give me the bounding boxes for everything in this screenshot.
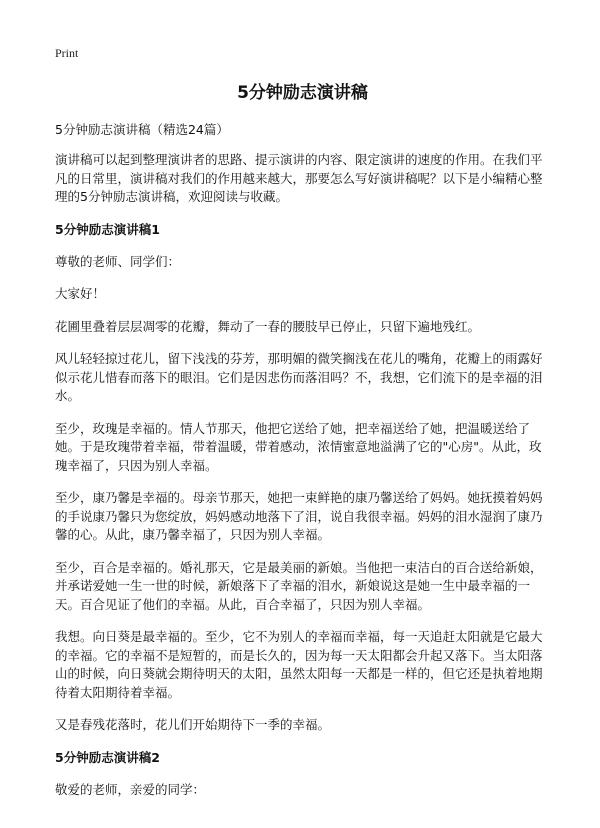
paragraph: 至少，康乃馨是幸福的。母亲节那天，她把一束鲜艳的康乃馨送给了妈妈。她抚摸着妈妈的手说康乃馨只为您绽放，妈妈感动地落下了泪，说自我很幸福。妈妈的泪水湿润了康乃馨的心。从此，康乃馨幸福了，只因为别人幸福。 — [55, 490, 543, 542]
section-heading: 5分钟励志演讲稿1 — [55, 221, 160, 237]
paragraph: 至少，玫瑰是幸福的。情人节那天，他把它送给了她，把幸福送给了她，把温暖送给了她。于是玫瑰带着幸福，带着温暖，带着感动，浓情蜜意地溢满了它的"心房"。从此，玫瑰幸福了，只因为别人幸福。 — [55, 420, 542, 473]
paragraph: 风儿轻轻掠过花儿，留下浅浅的芬芳，那明媚的微笑搁浅在花儿的嘴角，花瓣上的雨露好似示花儿惜春而落下的眼泪。它们是因悲伤而落泪吗？不，我想，它们流下的是幸福的泪水。 — [55, 351, 543, 403]
paragraph: 至少，百合是幸福的。婚礼那天，它是最美丽的新娘。当他把一束洁白的百合送给新娘，并承诺爱她一生一世的时候，新娘落下了幸福的泪水，新娘说这是她一生中最幸福的一天。百合见证了他们的幸福。从此，百合幸福了，只因为别人幸福。 — [55, 559, 543, 612]
document-subtitle: 5分钟励志演讲稿（精选24篇） — [55, 122, 229, 137]
paragraph: 大家好！ — [55, 286, 106, 301]
paragraph: 我想。向日葵是最幸福的。至少，它不为别人的幸福而幸福，每一天追赶太阳就是它最大的幸福。它的幸福不是短暂的，而是长久的，因为每一天太阳都会升起又落下。当太阳落山的时候，向日葵就会期待明天的太阳，虽然太阳每一天都是一样的，但它还是执着地期待着太阳期待着幸福。 — [55, 629, 543, 700]
paragraph: 尊敬的老师、同学们： — [55, 253, 181, 269]
paragraph: 敬爱的老师，亲爱的同学： — [55, 781, 206, 797]
intro-paragraph: 演讲稿可以起到整理演讲者的思路、提示演讲的内容、限定演讲的速度的作用。在我们平凡的日常里，演讲稿对我们的作用越来越大，那要怎么写好演讲稿呢？以下是小编精心整理的5分钟励志演讲稿，欢迎阅读与收藏。 — [55, 152, 543, 204]
document-title: 5分钟励志演讲稿 — [237, 83, 368, 103]
print-link[interactable]: Print — [55, 46, 79, 60]
paragraph: 花圃里叠着层层凋零的花瓣，舞动了一春的腰肢早已停止，只留下遍地残红。 — [55, 318, 481, 334]
paragraph: 又是春残花落时，花儿们开始期待下一季的幸福。 — [55, 717, 331, 732]
document-body — [55, 82, 550, 813]
section-heading: 5分钟励志演讲稿2 — [55, 749, 160, 765]
